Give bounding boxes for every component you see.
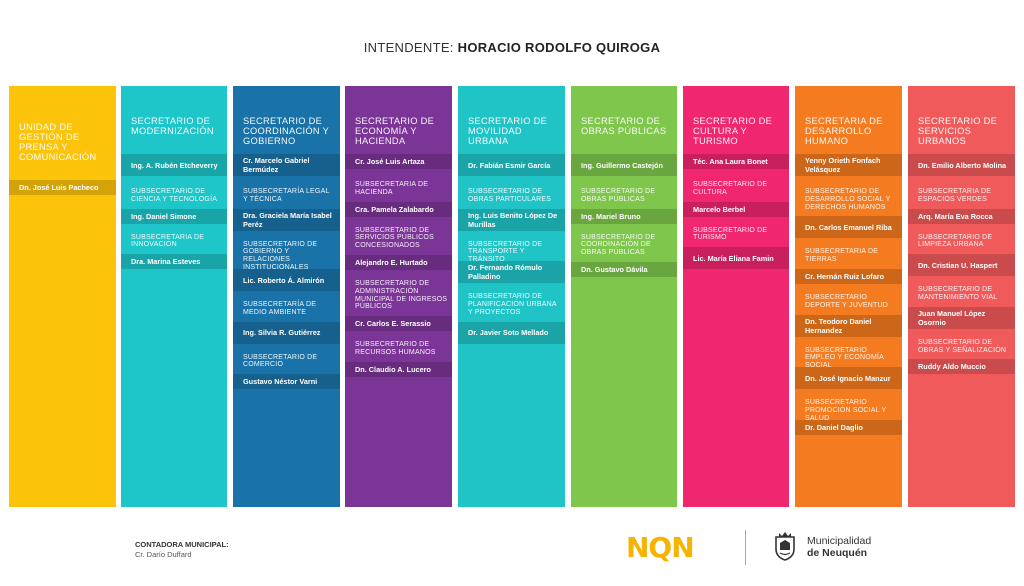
subsecretary-name: Dn. Gustavo Dávila [571, 262, 677, 277]
subsecretariat-title: SUBSECRETARIA DE TIERRAS [805, 248, 879, 264]
column-title: SECRETARIO DE MODERNIZACIÓN [131, 116, 214, 136]
subsecretariat-title: SUBSECRETARIO DE MANTENIMIENTO VIAL [918, 286, 998, 301]
secretary-name: Ing. A. Rubén Etcheverry [121, 154, 227, 176]
subsecretary-name: Ing. Mariel Bruno [571, 209, 677, 224]
nqn-logo: NQN [626, 531, 694, 564]
subsecretary-name: Dn. José Ignacio Manzur [795, 367, 902, 389]
subsecretary-name: Ing. Silvia R. Gutiérrez [233, 322, 340, 344]
subsecretary-name: Cra. Pamela Zalabardo [345, 202, 452, 217]
subsecretariat-title: SUBSECRETARIO DE CIENCIA Y TECNOLOGÍA [131, 188, 218, 203]
subsecretariat-title: SUBSECRETARIO DE COMERCIO [243, 353, 318, 369]
title-prefix: INTENDENTE: [363, 40, 454, 55]
subsecretariat-title: SUBSECRETARÍA DE MEDIO AMBIENTE [243, 301, 317, 316]
page-title [0, 40, 1024, 55]
subsecretary-name: Dr. Javier Soto Mellado [458, 322, 565, 344]
subsecretary-name: Lic. Roberto Á. Almirón [233, 269, 340, 291]
subsecretary-name: Cr. Hernán Ruiz Lofaro [795, 269, 902, 284]
subsecretary-name: Marcelo Berbel [683, 202, 789, 217]
secretary-name: Cr. José Luis Artaza [345, 154, 452, 169]
column-title: UNIDAD DE GESTIÓN DE PRENSA Y COMUNICACIÓN [19, 122, 97, 162]
subsecretary-name: Dr. Fernando Rómulo Palladino [458, 261, 565, 283]
subsecretariat-title: SUBSECRETARIO DE CULTURA [693, 181, 768, 196]
subsecretary-name: Lic. María Eliana Famin [683, 247, 789, 269]
secretary-name: Dn. José Luis Pacheco [9, 180, 116, 195]
mayor-name: HORACIO RODOLFO QUIROGA [457, 40, 661, 55]
subsecretariat-title: SUBSECRETARÍA LEGAL Y TÉCNICA [243, 188, 330, 203]
subsecretary-name: Dn. Cristian U. Haspert [908, 254, 1015, 276]
subsecretariat-title: SUBSECRETARIO DE OBRAS Y SEÑALIZACIÓN [918, 338, 1007, 354]
municipal-seal-icon [773, 531, 797, 561]
subsecretariat-title: SUBSECRETARIA DE ESPACIOS VERDES [918, 188, 992, 203]
subsecretariat-title: SUBSECRETARIO DE LIMPIEZA URBANA [918, 233, 993, 249]
secretary-name: Cr. Marcelo Gabriel Bermúdez [233, 154, 340, 176]
column-2 [233, 86, 340, 507]
secretary-name: Ing. Guillermo Castejón [571, 154, 677, 176]
subsecretariat-title: SUBSECRETARIO PROMOCIÓN SOCIAL Y SALUD [805, 399, 887, 422]
subsecretary-name: Ing. Luis Benito López De Murillas [458, 209, 565, 231]
column-title: SECRETARIO DE MOVILIDAD URBANA [468, 116, 548, 146]
column-title: SECRETARIO DE ECONOMÍA Y HACIENDA [355, 116, 435, 146]
column-title: SECRETARIO DE SERVICIOS URBANOS [918, 116, 998, 146]
column-6 [683, 86, 789, 507]
municipality-line2: de Neuquén [807, 547, 868, 559]
subsecretariat-title: SUBSECRETARIO DEPORTE Y JUVENTUD [805, 294, 888, 309]
column-3 [345, 86, 452, 507]
subsecretariat-title: SUBSECRETARIO DE OBRAS PÚBLICAS [581, 188, 656, 203]
column-5 [571, 86, 677, 507]
subsecretary-name: Juan Manuel López Osornio [908, 307, 1015, 329]
subsecretary-name: Cr. Carlos E. Serassio [345, 316, 452, 331]
secretary-name: Téc. Ana Laura Bonet [683, 154, 789, 169]
municipality-name [807, 535, 871, 559]
treasurer-label: CONTADORA MUNICIPAL: [135, 540, 229, 549]
subsecretariat-title: SUBSECRETARIO DE ADMINISTRACIÓN MUNICIPAL DE INGRESOS PÚBLICOS [355, 280, 448, 311]
subsecretary-name: Ing. Daniel Simone [121, 209, 227, 224]
subsecretary-name: Arq. María Eva Rocca [908, 209, 1015, 224]
subsecretariat-title: SUBSECRETARIO EMPLEO Y ECONOMÍA SOCIAL [805, 346, 884, 370]
column-8 [908, 86, 1015, 507]
subsecretariat-title: SUBSECRETARIO DE TURISMO [693, 226, 768, 242]
subsecretariat-title: SUBSECRETARIO DE RECURSOS HUMANOS [355, 341, 436, 356]
subsecretariat-title: SUBSECRETARIO DE GOBIERNO Y RELACIONES INSTITUCIONALES [243, 240, 318, 271]
treasurer-name: Cr. Darío Duffard [135, 550, 192, 559]
municipality-line1: Municipalidad [807, 535, 872, 547]
column-title: SECRETARIO DE OBRAS PÚBLICAS [581, 116, 667, 136]
secretary-name: Dn. Emilio Alberto Molina [908, 154, 1015, 176]
subsecretary-name: Alejandro E. Hurtado [345, 255, 452, 270]
subsecretariat-title: SUBSECRETARIA DE HACIENDA [355, 181, 429, 196]
subsecretary-name: Dr. Daniel Daglio [795, 420, 902, 435]
secretary-name: Yenny Orieth Fonfach Velásquez [795, 154, 902, 176]
subsecretariat-title: SUBSECRETARIO DE SERVICIOS PÚBLICOS CONCESIONADOS [355, 226, 434, 250]
subsecretariat-title: SUBSECRETARIO DE TRANSPORTE Y TRÁNSITO [468, 240, 543, 264]
column-title: SECRETARIO DE CULTURA Y TURISMO [693, 116, 773, 146]
secretary-name: Dr. Fabián Esmir García [458, 154, 565, 176]
column-title: SECRETARIO DE COORDINACIÓN Y GOBIERNO [243, 116, 329, 146]
subsecretary-name: Dn. Carlos Emanuel Riba [795, 216, 902, 238]
subsecretariat-title: SUBSECRETARIA DE INNOVACIÓN [131, 233, 205, 249]
subsecretariat-title: SUBSECRETARIO DE OBRAS PARTICULARES [468, 188, 552, 203]
subsecretariat-title: SUBSECRETARIO DE COORDINACIÓN DE OBRAS PÚBLICAS [581, 233, 656, 257]
subsecretary-name: Ruddy Aldo Muccio [908, 359, 1015, 374]
column-7 [795, 86, 902, 507]
column-0 [9, 86, 116, 507]
subsecretary-name: Dn. Claudio A. Lucero [345, 362, 452, 377]
footer-divider [745, 530, 746, 565]
subsecretary-name: Dra. Marina Esteves [121, 254, 227, 269]
column-4 [458, 86, 565, 507]
org-chart [9, 86, 1015, 507]
subsecretary-name: Dn. Teodoro Daniel Hernandez [795, 315, 902, 337]
subsecretariat-title: SUBSECRETARIO DE DESARROLLO SOCIAL Y DERECHOS HUMANOS [805, 188, 891, 211]
subsecretariat-title: SUBSECRETARIO DE PLANIFICACIÓN URBANA Y PROYECTOS [468, 293, 557, 316]
subsecretary-name: Dra. Graciela María Isabel Peréz [233, 209, 340, 231]
column-title: SECRETARIA DE DESARROLLO HUMANO [805, 116, 883, 146]
subsecretary-name: Gustavo Néstor Varni [233, 374, 340, 389]
column-1 [121, 86, 227, 507]
